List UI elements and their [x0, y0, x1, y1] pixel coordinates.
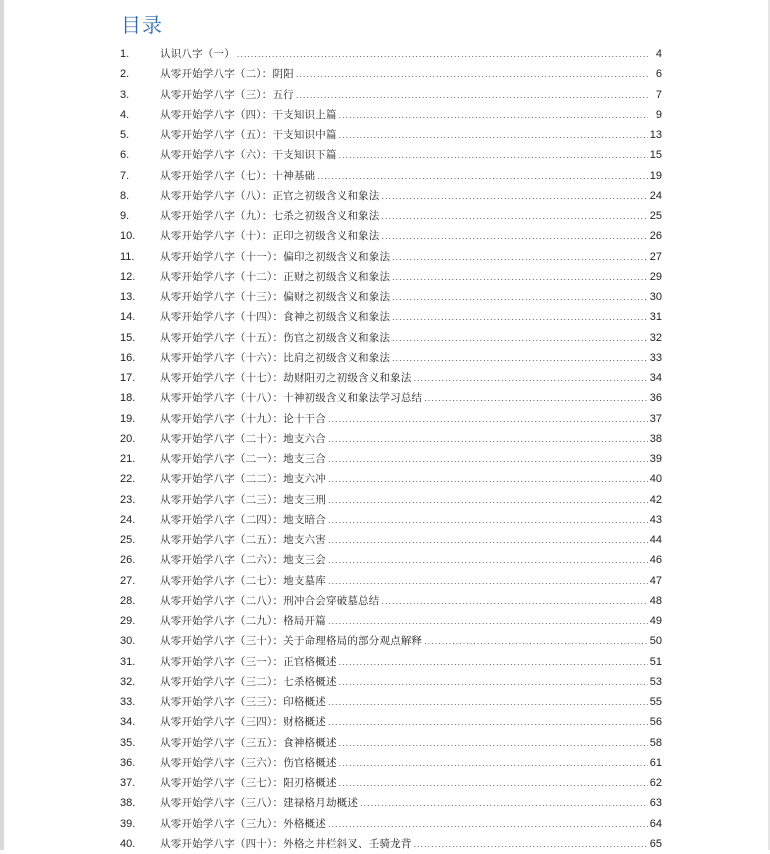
- toc-entry[interactable]: [120, 834, 662, 854]
- toc-dot-leader: [328, 611, 648, 631]
- toc-entry-page-number: 63: [649, 797, 662, 810]
- toc-entry-title: 从零开始学八字（十六）：比肩之初级含义和象法: [160, 351, 391, 364]
- toc-entry[interactable]: [120, 672, 662, 692]
- toc-entry-number: 31.: [120, 655, 136, 668]
- toc-dot-leader: [328, 530, 648, 550]
- toc-entry-title: 从零开始学八字（八）：正官之初级含义和象法: [160, 189, 380, 202]
- toc-entry[interactable]: [120, 206, 662, 226]
- toc-entry-page-number: 15: [649, 149, 662, 162]
- toc-dot-leader: [328, 550, 648, 570]
- toc-entry[interactable]: [120, 591, 662, 611]
- toc-entry-title: 从零开始学八字（五）：干支知识中篇: [160, 129, 337, 141]
- toc-entry-number: 25.: [120, 534, 136, 546]
- toc-dot-leader: [360, 793, 648, 813]
- toc-entry-title: 从零开始学八字（二十）：地支六合: [160, 432, 326, 445]
- toc-entry-number: 39.: [120, 817, 136, 830]
- toc-entry-number: 5.: [120, 129, 130, 141]
- toc-entry-title: 认识八字（一）: [160, 48, 235, 60]
- toc-entry[interactable]: [120, 753, 662, 773]
- toc-entry-page-number: 40: [649, 473, 662, 486]
- toc-entry-number: 9.: [120, 210, 130, 222]
- toc-dot-leader: [328, 429, 648, 449]
- toc-dot-leader: [328, 510, 648, 530]
- toc-entry-page-number: 51: [649, 655, 662, 668]
- toc-dot-leader: [392, 267, 648, 287]
- toc-entry[interactable]: [120, 652, 662, 672]
- toc-entry-number: 32.: [120, 675, 136, 688]
- toc-dot-leader: [339, 733, 648, 753]
- toc-entry[interactable]: [120, 307, 662, 327]
- toc-dot-leader: [339, 105, 648, 125]
- toc-entry-number: 2.: [120, 68, 130, 81]
- toc-dot-leader: [414, 368, 648, 388]
- toc-entry-title: 从零开始学八字（三三）：印格概述: [160, 696, 326, 708]
- toc-dot-leader: [381, 206, 647, 226]
- toc-entry[interactable]: [120, 733, 662, 753]
- toc-entry-number: 3.: [120, 88, 130, 101]
- toc-entry-number: 14.: [120, 311, 136, 324]
- toc-entry-number: 23.: [120, 493, 136, 506]
- toc-entry-page-number: 49: [649, 615, 662, 627]
- toc-dot-leader: [392, 287, 648, 307]
- toc-entry[interactable]: [120, 510, 662, 530]
- toc-dot-leader: [339, 125, 648, 145]
- toc-entry-number: 36.: [120, 756, 136, 769]
- toc-entry-title: 从零开始学八字（二五）：地支六害: [160, 534, 326, 546]
- toc-dot-leader: [392, 348, 648, 368]
- toc-entry-page-number: 36: [649, 392, 662, 405]
- toc-entry[interactable]: [120, 145, 662, 165]
- toc-dot-leader: [381, 186, 647, 206]
- toc-entry-title: 从零开始学八字（二七）：地支墓库: [160, 574, 326, 587]
- toc-entry-number: 21.: [120, 453, 136, 465]
- toc-entry-number: 10.: [120, 230, 136, 243]
- toc-dot-leader: [328, 490, 648, 510]
- toc-entry-title: 从零开始学八字（二）：阴阳: [160, 68, 294, 81]
- toc-entry-page-number: 37: [649, 412, 662, 425]
- toc-entry-title: 从零开始学八字（三六）：伤官格概述: [160, 756, 337, 769]
- toc-entry-number: 17.: [120, 372, 136, 384]
- toc-entry-number: 6.: [120, 149, 130, 162]
- toc-entry-number: 26.: [120, 554, 136, 567]
- toc-entry-page-number: 30: [649, 291, 662, 303]
- toc-entry[interactable]: [120, 571, 662, 591]
- toc-entry[interactable]: [120, 550, 662, 570]
- toc-entry[interactable]: [120, 793, 662, 813]
- toc-entry[interactable]: [120, 186, 662, 206]
- toc-entry-page-number: 44: [649, 534, 662, 546]
- toc-entry[interactable]: [120, 64, 662, 84]
- toc-entry-number: 24.: [120, 513, 136, 526]
- toc-entry-number: 8.: [120, 189, 130, 202]
- toc-entry[interactable]: [120, 469, 662, 489]
- toc-entry[interactable]: [120, 328, 662, 348]
- toc-entry-page-number: 39: [649, 453, 662, 465]
- toc-entry-number: 22.: [120, 473, 136, 486]
- toc-entry-page-number: 6: [655, 68, 662, 81]
- toc-entry[interactable]: [120, 388, 662, 408]
- toc-entry-number: 7.: [120, 169, 130, 182]
- toc-entry-title: 从零开始学八字（三一）：正官格概述: [160, 655, 337, 668]
- toc-entry-number: 19.: [120, 412, 136, 425]
- toc-entry-number: 18.: [120, 392, 136, 405]
- toc-entry[interactable]: [120, 530, 662, 550]
- toc-entry-number: 30.: [120, 635, 136, 648]
- toc-entry-page-number: 31: [649, 311, 662, 324]
- toc-dot-leader: [317, 166, 648, 186]
- toc-entry-title: 从零开始学八字（十七）：劫财阳刃之初级含义和象法: [160, 372, 412, 384]
- toc-entry-page-number: 26: [649, 230, 662, 243]
- toc-entry[interactable]: [120, 348, 662, 368]
- toc-dot-leader: [237, 44, 648, 64]
- toc-entry-number: 11.: [120, 250, 135, 263]
- toc-entry-title: 从零开始学八字（三）：五行: [160, 88, 294, 101]
- toc-dot-leader: [381, 226, 647, 246]
- toc-entry[interactable]: [120, 247, 662, 267]
- toc-entry[interactable]: [120, 631, 662, 651]
- toc-entry-title: 从零开始学八字（十五）：伤官之初级含义和象法: [160, 331, 391, 344]
- toc-entry-page-number: 19: [649, 169, 662, 182]
- toc-entry-title: 从零开始学八字（十一）：偏印之初级含义和象法: [160, 250, 391, 263]
- toc-entry[interactable]: [120, 409, 662, 429]
- toc-entry-page-number: 24: [649, 189, 662, 202]
- toc-entry-number: 12.: [120, 270, 136, 283]
- toc-dot-leader: [328, 449, 648, 469]
- toc-entry-page-number: 43: [649, 513, 662, 526]
- toc-entry-page-number: 34: [649, 372, 662, 384]
- toc-entry[interactable]: [120, 449, 662, 469]
- toc-entry-page-number: 13: [649, 129, 662, 141]
- toc-dot-leader: [339, 145, 648, 165]
- toc-entry-title: 从零开始学八字（十）：正印之初级含义和象法: [160, 230, 380, 243]
- toc-entry-title: 从零开始学八字（十九）：论十干合: [160, 412, 326, 425]
- toc-entry[interactable]: [120, 287, 662, 307]
- toc-dot-leader: [381, 591, 647, 611]
- toc-entry-number: 4.: [120, 108, 130, 121]
- toc-dot-leader: [339, 753, 648, 773]
- toc-entry-page-number: 46: [649, 554, 662, 567]
- toc-dot-leader: [392, 307, 648, 327]
- toc-entry-title: 从零开始学八字（二四）：地支暗合: [160, 513, 326, 526]
- toc-entry-title: 从零开始学八字（二六）：地支三会: [160, 554, 326, 567]
- toc-entry-page-number: 42: [649, 493, 662, 506]
- toc-entry[interactable]: [120, 429, 662, 449]
- toc-dot-leader: [339, 652, 648, 672]
- toc-entry-title: 从零开始学八字（十八）：十神初级含义和象法学习总结: [160, 392, 423, 405]
- toc-entry[interactable]: [120, 267, 662, 287]
- toc-entry-page-number: 53: [649, 675, 662, 688]
- toc-entry-page-number: 58: [649, 736, 662, 749]
- toc-entry-page-number: 33: [649, 351, 662, 364]
- toc-entry-title: 从零开始学八字（二一）：地支三合: [160, 453, 326, 465]
- toc-entry-number: 13.: [120, 291, 136, 303]
- toc-entry-page-number: 32: [649, 331, 662, 344]
- toc-entry-page-number: 55: [649, 696, 662, 708]
- toc-dot-leader: [339, 773, 648, 793]
- toc-entry-title: 从零开始学八字（十四）：食神之初级含义和象法: [160, 311, 391, 324]
- toc-heading: 目录: [121, 13, 163, 37]
- toc-entry-page-number: 38: [649, 432, 662, 445]
- toc-entry-number: 37.: [120, 777, 136, 789]
- toc-entry-title: 从零开始学八字（三五）：食神格概述: [160, 736, 337, 749]
- toc-entry-number: 15.: [120, 331, 136, 344]
- toc-entry-title: 从零开始学八字（三八）：建禄格月劫概述: [160, 797, 359, 810]
- toc-entry-number: 28.: [120, 594, 136, 607]
- toc-dot-leader: [328, 409, 648, 429]
- toc-dot-leader: [328, 571, 648, 591]
- toc-dot-leader: [392, 247, 648, 267]
- toc-entry-page-number: 64: [649, 817, 662, 830]
- toc-entry-page-number: 4: [655, 48, 662, 60]
- toc-entry-page-number: 29: [649, 270, 662, 283]
- toc-entry-title: 从零开始学八字（六）：干支知识下篇: [160, 149, 337, 162]
- page-left-edge: [0, 0, 4, 850]
- toc-entry[interactable]: [120, 44, 662, 64]
- toc-entry[interactable]: [120, 226, 662, 246]
- toc-entry-page-number: 7: [655, 88, 662, 101]
- toc-entry-page-number: 62: [649, 777, 662, 789]
- toc-entry-title: 从零开始学八字（四十）：外格之井栏斜叉、壬骑龙背: [160, 837, 412, 850]
- toc-entry[interactable]: [120, 611, 662, 631]
- toc-dot-leader: [296, 85, 648, 105]
- toc-entry-title: 从零开始学八字（二八）：刑冲合会穿破墓总结: [160, 594, 380, 607]
- toc-entry-page-number: 9: [655, 108, 662, 121]
- toc-entry-title: 从零开始学八字（三七）：阳刃格概述: [160, 777, 337, 789]
- toc-entry-title: 从零开始学八字（三四）：财格概述: [160, 716, 326, 729]
- toc-entry[interactable]: [120, 105, 662, 125]
- toc-entry-page-number: 27: [649, 250, 662, 263]
- toc-entry-number: 34.: [120, 716, 136, 729]
- toc-entry-page-number: 56: [649, 716, 662, 729]
- toc-entry-page-number: 47: [649, 574, 662, 587]
- toc-dot-leader: [392, 328, 648, 348]
- toc-entry-title: 从零开始学八字（二九）：格局开篇: [160, 615, 326, 627]
- toc-dot-leader: [296, 64, 648, 84]
- toc-entry-title: 从零开始学八字（十三）：偏财之初级含义和象法: [160, 291, 391, 303]
- toc-entry[interactable]: [120, 490, 662, 510]
- toc-entry-title: 从零开始学八字（二三）：地支三刑: [160, 493, 326, 506]
- toc-entry[interactable]: [120, 814, 662, 834]
- toc-entry-title: 从零开始学八字（三十）：关于命理格局的部分观点解释: [160, 635, 423, 648]
- toc-entry[interactable]: [120, 166, 662, 186]
- toc-entry[interactable]: [120, 712, 662, 732]
- toc-entry-number: 40.: [120, 837, 136, 850]
- toc-entry-number: 33.: [120, 696, 136, 708]
- toc-dot-leader: [328, 712, 648, 732]
- toc-entry-page-number: 50: [649, 635, 662, 648]
- toc-entry-title: 从零开始学八字（七）：十神基础: [160, 169, 316, 182]
- toc-entry-number: 16.: [120, 351, 136, 364]
- toc-entry-title: 从零开始学八字（九）：七杀之初级含义和象法: [160, 210, 380, 222]
- toc-dot-leader: [328, 814, 648, 834]
- toc-entry-title: 从零开始学八字（十二）：正财之初级含义和象法: [160, 270, 391, 283]
- toc-entry-page-number: 61: [649, 756, 662, 769]
- toc-dot-leader: [328, 692, 648, 712]
- toc-entry-number: 27.: [120, 574, 136, 587]
- toc-entry-title: 从零开始学八字（二二）：地支六冲: [160, 473, 326, 486]
- toc-dot-leader: [424, 631, 648, 651]
- toc-dot-leader: [339, 672, 648, 692]
- toc-entry-number: 35.: [120, 736, 136, 749]
- toc-entry-title: 从零开始学八字（四）：干支知识上篇: [160, 108, 337, 121]
- toc-dot-leader: [328, 469, 648, 489]
- toc-entry-page-number: 65: [649, 837, 662, 850]
- toc-entry-number: 29.: [120, 615, 136, 627]
- table-of-contents: [120, 44, 662, 854]
- toc-entry-page-number: 48: [649, 594, 662, 607]
- toc-entry-number: 38.: [120, 797, 136, 810]
- toc-entry-title: 从零开始学八字（三二）：七杀格概述: [160, 675, 337, 688]
- toc-entry[interactable]: [120, 368, 662, 388]
- toc-entry-number: 1.: [120, 48, 130, 60]
- toc-entry[interactable]: [120, 85, 662, 105]
- toc-dot-leader: [424, 388, 648, 408]
- toc-entry[interactable]: [120, 692, 662, 712]
- toc-entry[interactable]: [120, 125, 662, 145]
- toc-entry-page-number: 25: [649, 210, 662, 222]
- toc-entry-number: 20.: [120, 432, 136, 445]
- toc-dot-leader: [414, 834, 648, 854]
- toc-entry-title: 从零开始学八字（三九）：外格概述: [160, 817, 326, 830]
- toc-entry[interactable]: [120, 773, 662, 793]
